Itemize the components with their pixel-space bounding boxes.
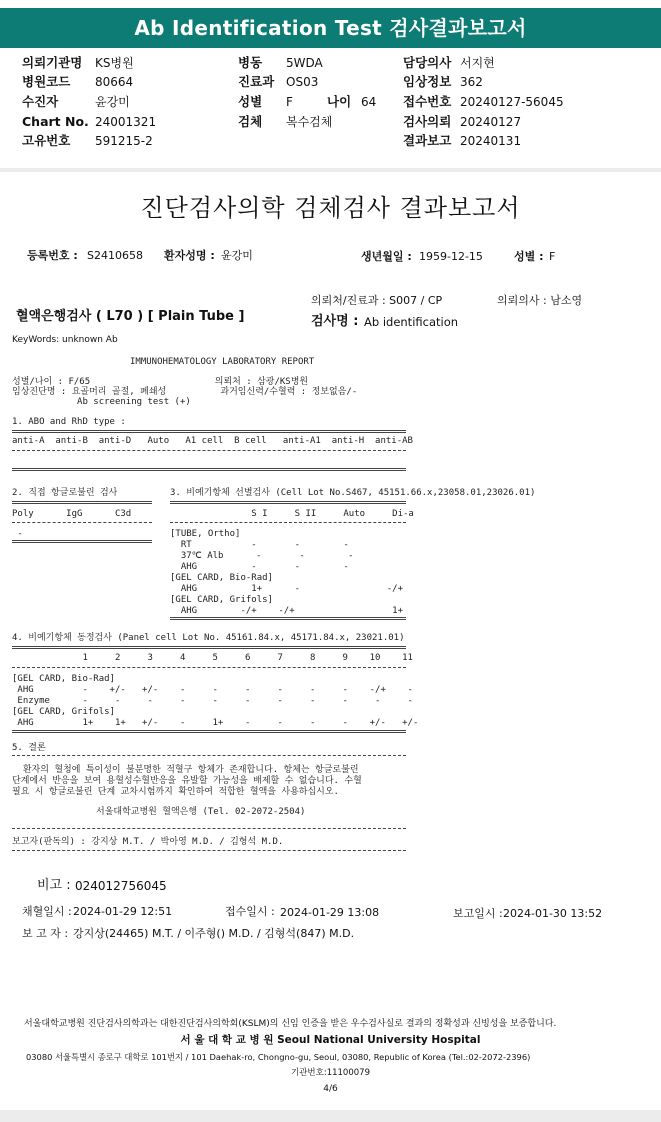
sex-value: F bbox=[549, 250, 556, 263]
test-name-label: 검사명 : bbox=[311, 314, 359, 329]
test-title: 혈액은행검사 ( L70 ) [ Plain Tube ] bbox=[16, 309, 245, 324]
label-doctor: 담당의사 bbox=[403, 55, 452, 70]
s1-title: 1. ABO and RhD type : bbox=[12, 417, 126, 427]
value-report-date: 20240131 bbox=[460, 134, 522, 148]
label-institution: 의뢰기관명 bbox=[22, 55, 83, 70]
value-patient: 윤강미 bbox=[95, 95, 130, 109]
label-accession-no: 접수번호 bbox=[403, 94, 452, 109]
s4-bottom-rule bbox=[12, 730, 406, 733]
report-time-label: 보고일시 : bbox=[453, 907, 503, 920]
imm-line2: 임상진단명 : 요골머리 골절, 폐쇄성 과거임신력/수혈력 : 정보없음/- bbox=[12, 387, 358, 397]
label-report-date: 결과보고 bbox=[403, 133, 452, 148]
receive-label: 접수일시 : bbox=[225, 905, 275, 918]
s2-top-rule bbox=[12, 501, 152, 504]
memo-value: 024012756045 bbox=[75, 879, 167, 893]
value-chart-no: 24001321 bbox=[95, 115, 157, 129]
s4-row-1: AHG - +/- +/- - - - - - - -/+ - bbox=[12, 685, 413, 695]
institution-number: 기관번호:11100079 bbox=[291, 1068, 370, 1078]
s3-row-4: [GEL CARD, Bio-Rad] bbox=[170, 573, 273, 583]
reg-label: 등록번호 : bbox=[27, 249, 78, 262]
s2-header: Poly IgG C3d bbox=[12, 509, 132, 519]
reporter-rule-top bbox=[12, 828, 406, 829]
value-clinical-info: 362 bbox=[460, 75, 483, 89]
s3-row-5: AHG 1+ - -/+ bbox=[170, 584, 403, 594]
label-patient: 수진자 bbox=[22, 94, 59, 109]
doctor-text: 의뢰의사 : 남소영 bbox=[497, 294, 583, 307]
s3-row-3: AHG - - - bbox=[170, 562, 349, 572]
dept-text: 의뢰처/진료과 : S007 / CP bbox=[311, 294, 443, 307]
s5-line-1: 단계에서 반응을 보여 용혈성수혈반응을 유발할 가능성을 배제할 수 없습니다. 수혈 bbox=[12, 776, 362, 786]
label-specimen: 검체 bbox=[238, 114, 263, 129]
memo-label: 비고 : bbox=[37, 878, 71, 893]
label-chart-no: Chart No. bbox=[22, 114, 89, 129]
label-sex: 성별 bbox=[238, 94, 263, 109]
patient-value: 윤강미 bbox=[221, 249, 253, 262]
footer-reporter-label: 보 고 자 : bbox=[22, 927, 69, 940]
footer-reporter-value: 강지상(24465) M.T. / 이주형() M.D. / 김형석(847) M.D. bbox=[73, 927, 355, 940]
s3-row-2: 37℃ Alb - - - bbox=[170, 551, 354, 561]
hospital-name: 서 울 대 학 교 병 원 Seoul National University Hospital bbox=[180, 1034, 481, 1046]
s3-header: S I S II Auto Di-a bbox=[170, 509, 414, 519]
dob-value: 1959-12-15 bbox=[419, 250, 483, 263]
s5-rule bbox=[12, 755, 406, 756]
value-sex: F bbox=[286, 95, 293, 109]
summary-header bbox=[0, 0, 661, 168]
value-ward: 5WDA bbox=[286, 56, 323, 70]
collect-label: 채혈일시 : bbox=[22, 905, 72, 918]
label-age: 나이 bbox=[327, 94, 352, 109]
s1-mid-rule bbox=[12, 450, 406, 451]
s5-line-2: 필요 시 항글로불린 단계 교차시험까지 확인하여 적합한 혈액을 사용하십시오. bbox=[12, 787, 339, 797]
value-unique-no: 591215-2 bbox=[95, 134, 153, 148]
s4-top-rule bbox=[12, 646, 406, 649]
imm-line3: Ab screening test (+) bbox=[12, 397, 191, 407]
reg-value: S2410658 bbox=[87, 249, 143, 262]
reporter-rule-bottom bbox=[12, 850, 406, 851]
value-doctor: 서지현 bbox=[460, 56, 495, 70]
test-name-value: Ab identification bbox=[364, 315, 459, 329]
reporter-line: 보고자(판독의) : 강지상 M.T. / 박아영 M.D. / 김형석 M.D. bbox=[12, 837, 284, 847]
report-time-value: 2024-01-30 13:52 bbox=[503, 907, 603, 920]
s2-bottom-rule bbox=[12, 540, 152, 543]
report-banner: Ab Identification Test 검사결과보고서 bbox=[0, 8, 661, 48]
label-department: 진료과 bbox=[238, 74, 275, 89]
hospital-address: 03080 서울특별시 종로구 대학로 101번지 / 101 Daehak-ro, Chongno-gu, Seoul, 03080, Republic of Korea (Tel.:02-2072-2396) bbox=[26, 1052, 531, 1062]
s4-row-4: AHG 1+ 1+ +/- - 1+ - - - - +/- +/- bbox=[12, 718, 419, 728]
patient-label: 환자성명 : bbox=[164, 249, 215, 262]
sex-label: 성별 : bbox=[514, 250, 544, 263]
label-clinical-info: 임상정보 bbox=[403, 74, 452, 89]
report-title: 진단검사의학 검체검사 결과보고서 bbox=[140, 194, 521, 222]
label-unique-no: 고유번호 bbox=[22, 133, 71, 148]
s4-mid-rule bbox=[12, 667, 406, 668]
bank-line: 서울대학교병원 혈액은행 (Tel. 02-2072-2504) bbox=[96, 807, 306, 817]
label-hospital-code: 병원코드 bbox=[22, 74, 71, 89]
value-hospital-code: 80664 bbox=[95, 75, 134, 89]
collect-value: 2024-01-29 12:51 bbox=[73, 905, 173, 918]
s4-row-2: Enzyme - - - - - - - - - - - bbox=[12, 696, 413, 706]
s1-top-rule bbox=[12, 430, 406, 433]
s4-row-3: [GEL CARD, Grifols] bbox=[12, 707, 115, 717]
report-sheet bbox=[0, 172, 661, 1110]
value-age: 64 bbox=[361, 95, 377, 109]
s3-row-1: RT - - - bbox=[170, 540, 349, 550]
imm-title: IMMUNOHEMATOLOGY LABORATORY REPORT bbox=[130, 357, 315, 367]
dob-label: 생년월일 : bbox=[361, 250, 412, 263]
s3-top-rule bbox=[170, 501, 406, 504]
s3-title: 3. 비예기항체 선별검사 (Cell Lot No.S467, 45151.66.x,23058.01,23026.01) bbox=[170, 488, 536, 498]
s5-line-0: 환자의 혈청에 특이성이 불분명한 적혈구 항체가 존재합니다. 항체는 항글로불린 bbox=[12, 765, 359, 775]
s4-header: 1 2 3 4 5 6 7 8 9 10 11 bbox=[12, 653, 413, 663]
s3-mid-rule bbox=[170, 522, 406, 523]
cert-line: 서울대학교병원 진단검사의학과는 대한진단검사의학회(KSLM)의 신임 인증을 받은 우수검사실로 결과의 정확성과 신빙성을 보증합니다. bbox=[24, 1019, 557, 1029]
s4-title: 4. 비예기항체 동정검사 (Panel cell Lot No. 45161.84.x, 45171.84.x, 23021.01) bbox=[12, 633, 405, 643]
value-accession-no: 20240127-56045 bbox=[460, 95, 564, 109]
value-institution: KS병원 bbox=[95, 56, 134, 70]
receive-value: 2024-01-29 13:08 bbox=[280, 906, 380, 919]
keywords: KeyWords: unknown Ab bbox=[12, 335, 118, 345]
s3-row-6: [GEL CARD, Grifols] bbox=[170, 595, 273, 605]
value-department: OS03 bbox=[286, 75, 319, 89]
s3-row-7: AHG -/+ -/+ 1+ bbox=[170, 606, 403, 616]
s3-row-0: [TUBE, Ortho] bbox=[170, 529, 241, 539]
s3-bottom-rule bbox=[170, 617, 406, 620]
label-request-date: 검사의뢰 bbox=[403, 114, 452, 129]
value-request-date: 20240127 bbox=[460, 115, 522, 129]
page-number: 4/6 bbox=[323, 1084, 338, 1094]
s2-row: - bbox=[12, 529, 23, 539]
s2-title: 2. 직접 항글로불린 검사 bbox=[12, 488, 118, 498]
s4-row-0: [GEL CARD, Bio-Rad] bbox=[12, 674, 115, 684]
s1-bottom-rule bbox=[12, 468, 406, 471]
s5-title: 5. 결론 bbox=[12, 743, 46, 753]
label-ward: 병동 bbox=[238, 55, 263, 70]
value-specimen: 복수검체 bbox=[286, 115, 333, 129]
imm-line1: 성별/나이 : F/65 의뢰처 : 삼광/KS병원 bbox=[12, 377, 309, 387]
s1-header: anti-A anti-B anti-D Auto A1 cell B cell anti-A1 anti-H anti-AB bbox=[12, 436, 413, 446]
s2-mid-rule bbox=[12, 522, 152, 523]
